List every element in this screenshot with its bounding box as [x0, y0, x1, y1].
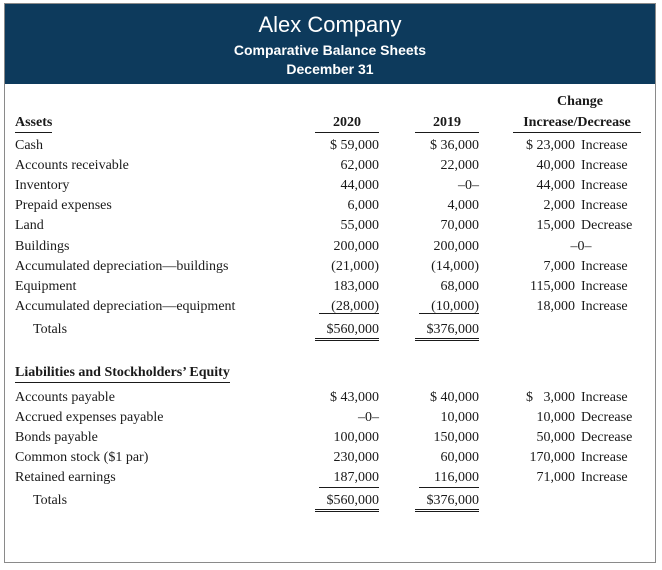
liability-2019-value: 150,000 — [433, 430, 479, 445]
asset-row-label: Buildings — [15, 239, 70, 254]
liability-change-direction: Increase — [581, 390, 628, 405]
liabilities-heading: Liabilities and Stockholders’ Equity — [15, 364, 230, 383]
liability-2019-value: $ 40,000 — [430, 390, 479, 405]
liability-2019-value: 116,000 — [434, 470, 479, 485]
asset-change-direction: Increase — [581, 138, 628, 153]
liability-2019-value: 60,000 — [440, 450, 479, 465]
liability-row-label: Accounts payable — [15, 390, 115, 405]
asset-subtotal-line-2020 — [319, 313, 379, 314]
asset-row-label: Inventory — [15, 178, 70, 193]
asset-change-value: $ 23,000 — [526, 138, 575, 153]
title-banner — [5, 4, 655, 84]
liability-change-value: 170,000 — [529, 450, 575, 465]
asset-change-value: 44,000 — [536, 178, 575, 193]
liability-change-direction: Decrease — [581, 430, 633, 445]
asset-2020-value: 6,000 — [347, 198, 379, 213]
asset-total-2019: $376,000 — [415, 321, 479, 341]
liability-change-value: 50,000 — [536, 430, 575, 445]
asset-change-value: 18,000 — [536, 299, 575, 314]
asset-change-direction: Increase — [581, 158, 628, 173]
asset-change-direction: Increase — [581, 299, 628, 314]
statement-title: Comparative Balance Sheets — [233, 42, 427, 58]
liability-2020-value: 187,000 — [333, 470, 379, 485]
asset-row-label: Accounts receivable — [15, 158, 129, 173]
asset-row-label: Accumulated depreciation—buildings — [15, 259, 229, 274]
asset-change-value: 2,000 — [543, 198, 575, 213]
asset-2020-value: 200,000 — [333, 239, 379, 254]
asset-change-direction: Increase — [581, 279, 628, 294]
liability-row-label: Bonds payable — [15, 430, 98, 445]
asset-2019-value: 68,000 — [440, 279, 479, 294]
statement-date: December 31 — [286, 61, 374, 77]
liability-change-direction: Increase — [581, 450, 628, 465]
liability-row-label: Common stock ($1 par) — [15, 450, 149, 465]
asset-change-value: 15,000 — [536, 218, 575, 233]
liability-totals-label: Totals — [33, 493, 68, 508]
liability-2019-value: 10,000 — [440, 410, 479, 425]
liability-change-direction: Increase — [581, 470, 628, 485]
asset-row-label: Accumulated depreciation—equipment — [15, 299, 236, 314]
asset-2019-value: –0– — [458, 178, 479, 193]
asset-subtotal-line-2019 — [419, 313, 479, 314]
liability-subtotal-line-2019 — [419, 487, 479, 488]
change-header: Change — [557, 94, 603, 109]
header-2020: 2020 — [315, 114, 379, 133]
asset-row-label: Cash — [15, 138, 43, 153]
asset-2019-value: (14,000) — [431, 259, 479, 274]
liability-total-2019: $376,000 — [415, 492, 479, 512]
liability-change-value: 10,000 — [536, 410, 575, 425]
assets-heading: Assets — [15, 114, 52, 133]
liability-2020-value: –0– — [358, 410, 379, 425]
asset-change-value: 115,000 — [530, 279, 575, 294]
asset-2019-value: $ 36,000 — [430, 138, 479, 153]
asset-2019-value: 4,000 — [447, 198, 479, 213]
liability-2020-value: 100,000 — [333, 430, 379, 445]
asset-change-direction: Increase — [581, 198, 628, 213]
liability-change-direction: Decrease — [581, 410, 633, 425]
asset-2020-value: 183,000 — [333, 279, 379, 294]
asset-2020-value: 44,000 — [340, 178, 379, 193]
asset-2019-value: 22,000 — [440, 158, 479, 173]
asset-row-label: Equipment — [15, 279, 77, 294]
asset-change-direction: Increase — [581, 259, 628, 274]
liability-row-label: Accrued expenses payable — [15, 410, 164, 425]
asset-2019-value: 70,000 — [440, 218, 479, 233]
asset-change-direction: Decrease — [581, 218, 633, 233]
asset-total-2020: $560,000 — [315, 321, 379, 341]
asset-row-label: Prepaid expenses — [15, 198, 112, 213]
asset-totals-label: Totals — [33, 322, 68, 337]
liability-change-value: 71,000 — [536, 470, 575, 485]
asset-2020-value: (28,000) — [331, 299, 379, 314]
asset-2019-value: 200,000 — [433, 239, 479, 254]
liability-2020-value: $ 43,000 — [330, 390, 379, 405]
asset-change-value: 40,000 — [536, 158, 575, 173]
asset-2019-value: (10,000) — [431, 299, 479, 314]
liability-row-label: Retained earnings — [15, 470, 116, 485]
balance-sheet-frame — [4, 3, 656, 563]
asset-2020-value: $ 59,000 — [330, 138, 379, 153]
change-header-2: Increase/Decrease — [513, 114, 641, 133]
asset-change-value: –0– — [570, 239, 592, 254]
liability-change-value: $ 3,000 — [526, 390, 575, 405]
liability-total-2020: $560,000 — [315, 492, 379, 512]
asset-2020-value: (21,000) — [331, 259, 379, 274]
header-2019: 2019 — [415, 114, 479, 133]
liability-subtotal-line-2020 — [319, 487, 379, 488]
liability-2020-value: 230,000 — [333, 450, 379, 465]
asset-2020-value: 62,000 — [340, 158, 379, 173]
asset-row-label: Land — [15, 218, 44, 233]
company-name: Alex Company — [258, 12, 402, 37]
asset-2020-value: 55,000 — [340, 218, 379, 233]
asset-change-value: 7,000 — [543, 259, 575, 274]
asset-change-direction: Increase — [581, 178, 628, 193]
